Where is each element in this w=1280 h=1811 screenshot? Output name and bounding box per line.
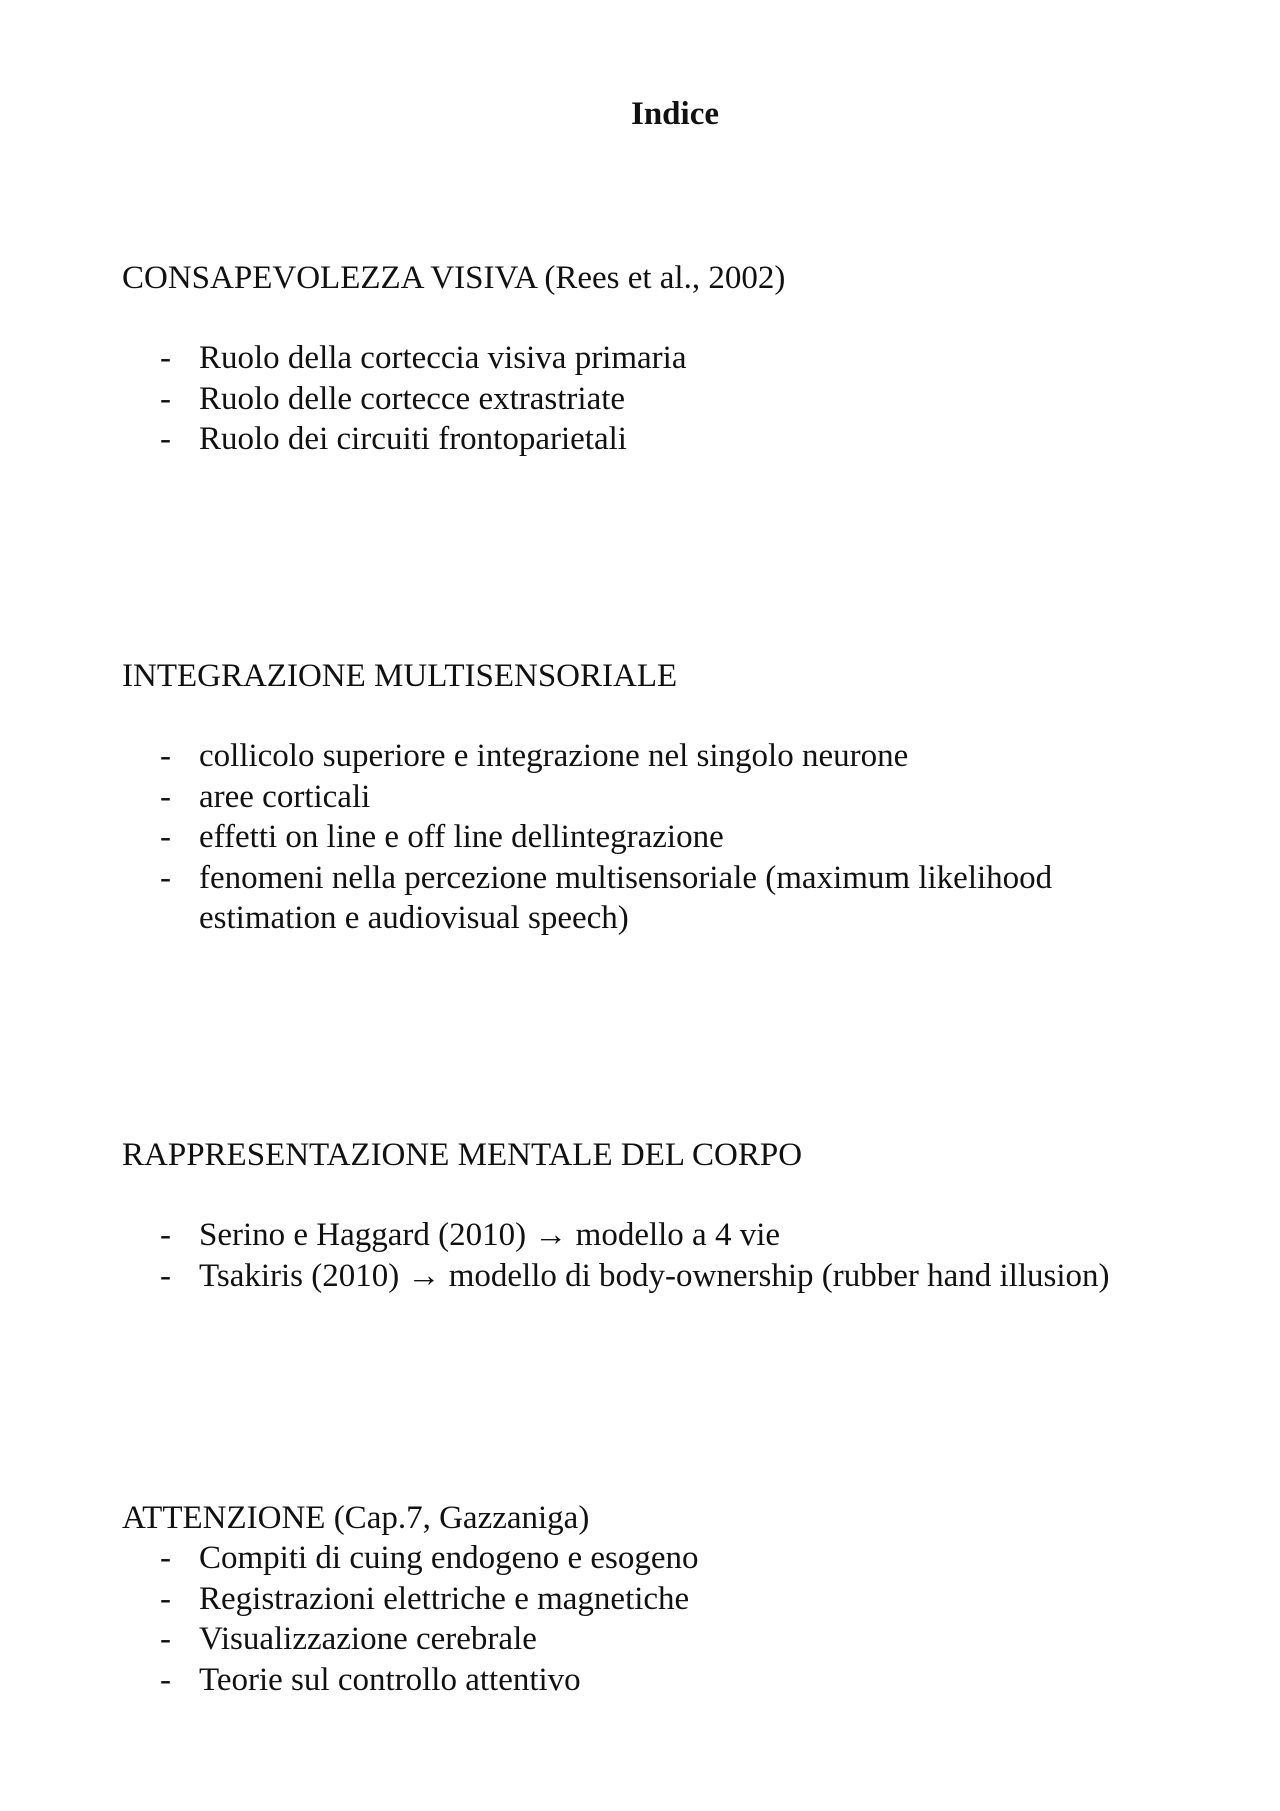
bullet-dash: - xyxy=(160,1257,171,1294)
section-heading: RAPPRESENTAZIONE MENTALE DEL CORPO xyxy=(122,1137,803,1173)
list-item xyxy=(122,817,1222,858)
list-item-text: Serino e Haggard (2010) → modello a 4 vie xyxy=(199,1217,781,1253)
list-item xyxy=(122,338,1222,379)
section-item-list xyxy=(122,736,1222,939)
list-item xyxy=(122,1619,1222,1660)
bullet-dash: - xyxy=(160,859,171,896)
section-heading: INTEGRAZIONE MULTISENSORIALE xyxy=(122,658,678,694)
section-heading: CONSAPEVOLEZZA VISIVA (Rees et al., 2002) xyxy=(122,260,786,296)
list-item xyxy=(122,1215,1222,1256)
list-item-text: Compiti di cuing endogeno e esogeno xyxy=(199,1540,699,1576)
list-item-text: Registrazioni elettriche e magnetiche xyxy=(199,1580,690,1617)
bullet-dash: - xyxy=(160,340,171,376)
list-item-text: Ruolo della corteccia visiva primaria xyxy=(199,340,687,376)
bullet-dash: - xyxy=(160,380,171,417)
list-item xyxy=(122,379,1222,420)
bullet-dash: - xyxy=(160,819,171,855)
list-item-text: collicolo superiore e integrazione nel singolo neurone xyxy=(199,738,909,774)
section-item-list xyxy=(122,1215,1222,1296)
list-item xyxy=(122,1538,1222,1579)
bullet-dash: - xyxy=(160,1580,171,1617)
list-item xyxy=(122,736,1222,777)
bullet-dash: - xyxy=(160,738,171,774)
section-item-list xyxy=(122,338,1222,460)
list-item xyxy=(122,777,1222,818)
page-title: Indice xyxy=(630,96,719,132)
bullet-dash: - xyxy=(160,1621,171,1657)
list-item xyxy=(122,419,1222,460)
bullet-dash: - xyxy=(160,1661,171,1698)
list-item-text: Ruolo dei circuiti frontoparietali xyxy=(199,421,627,457)
list-item-text: Tsakiris (2010) → modello di body-ownership (rubber hand illusion) xyxy=(199,1257,1110,1294)
list-item-text: aree corticali xyxy=(199,778,371,815)
list-item xyxy=(122,858,1222,939)
bullet-dash: - xyxy=(160,778,171,815)
list-item-text: Ruolo delle cortecce extrastriate xyxy=(199,380,626,417)
bullet-dash: - xyxy=(160,1217,171,1253)
list-item-text: Visualizzazione cerebrale xyxy=(199,1621,537,1657)
list-item xyxy=(122,1660,1222,1701)
section-integrazione-multisensoriale xyxy=(122,656,1222,939)
section-heading: ATTENZIONE (Cap.7, Gazzaniga) xyxy=(122,1500,590,1536)
bullet-dash: - xyxy=(160,1540,171,1576)
list-item xyxy=(122,1256,1222,1297)
section-consapevolezza-visiva xyxy=(122,258,1222,460)
list-item xyxy=(122,1579,1222,1620)
list-item-text: fenomeni nella percezione multisensoriale (maximum likelihood estimation e audiovisual speech) xyxy=(199,859,1053,936)
list-item-text: Teorie sul controllo attentivo xyxy=(199,1661,581,1698)
section-attenzione xyxy=(122,1498,1222,1700)
section-rappresentazione-corpo xyxy=(122,1135,1222,1296)
bullet-dash: - xyxy=(160,421,171,457)
list-item-text: effetti on line e off line dellintegrazione xyxy=(199,819,724,855)
section-item-list xyxy=(122,1538,1222,1700)
